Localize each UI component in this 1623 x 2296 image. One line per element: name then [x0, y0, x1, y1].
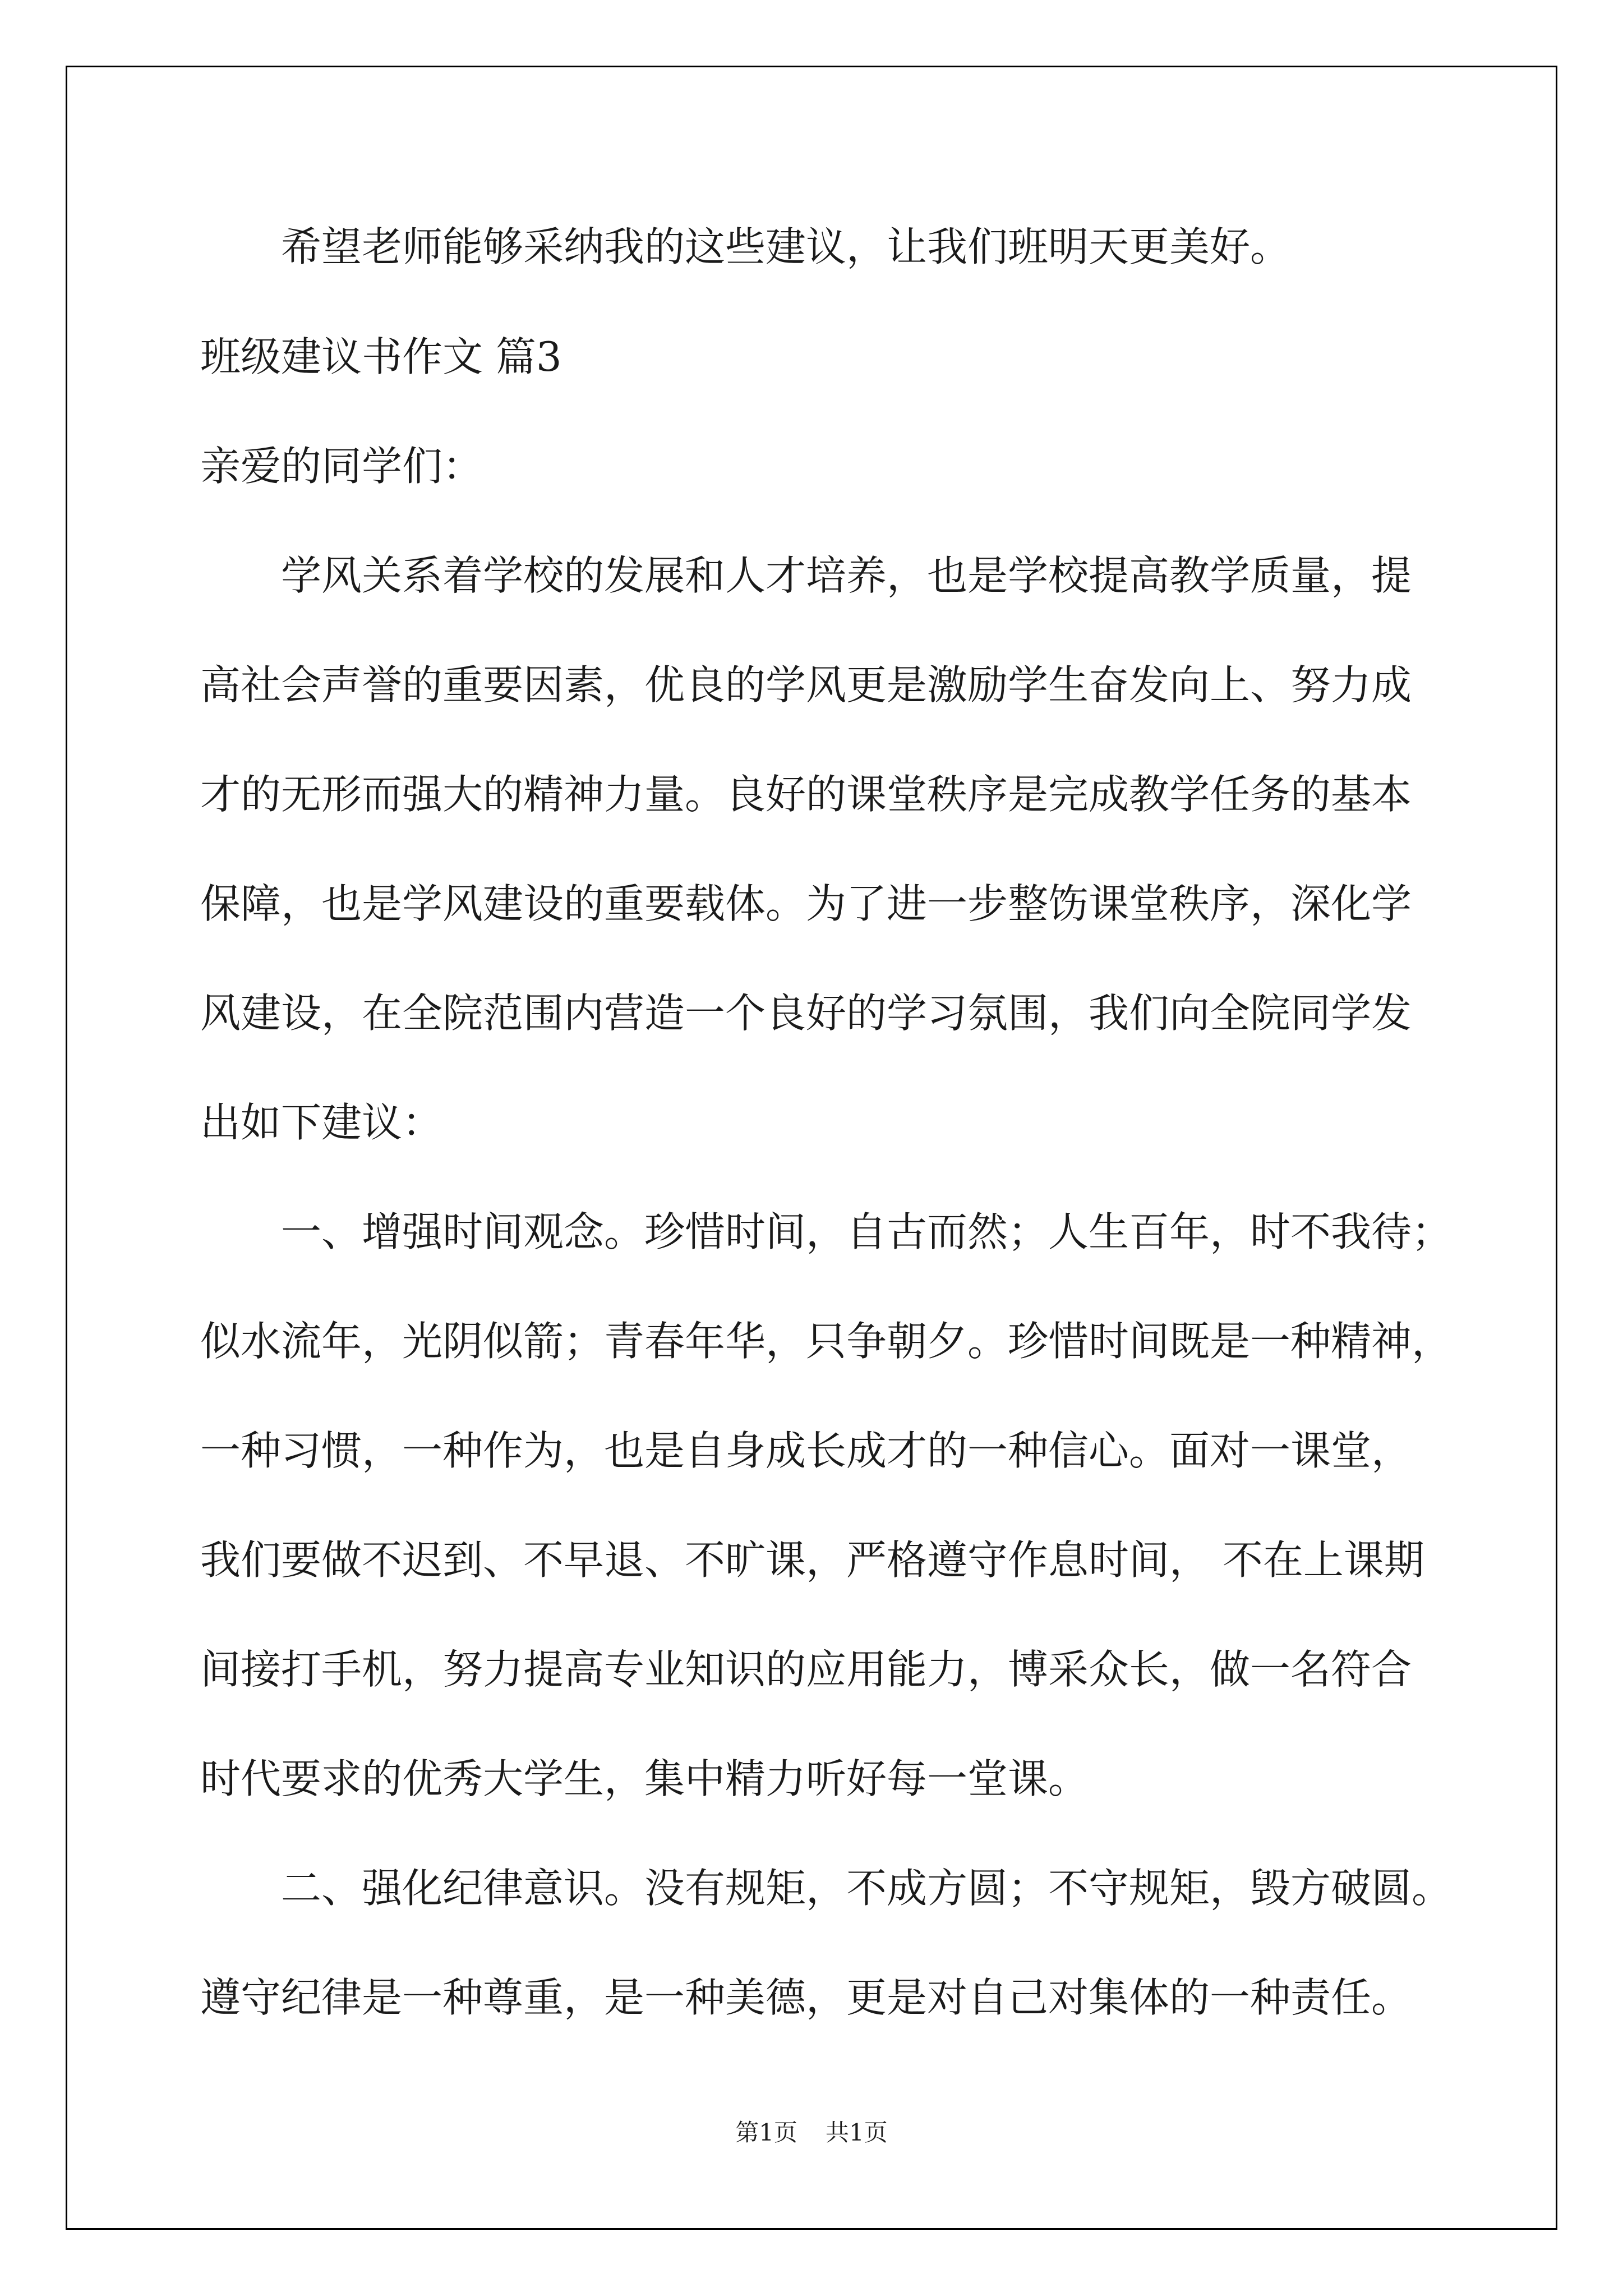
paragraph-line: 一、增强时间观念。珍惜时间，自古而然；人生百年，时不我待； — [281, 1208, 1453, 1255]
salutation: 亲爱的同学们： — [200, 443, 483, 490]
paragraph-line: 保障，也是学风建设的重要载体。为了进一步整饬课堂秩序，深化学 — [200, 880, 1412, 927]
paragraph-line: 出如下建议： — [200, 1099, 443, 1146]
paragraph-line: 一种习惯，一种作为，也是自身成长成才的一种信心。面对一课堂， — [200, 1427, 1412, 1474]
page-footer — [0, 2116, 1623, 2150]
page-number-current: 第1页 — [735, 2119, 797, 2146]
paragraph-line: 二、强化纪律意识。没有规矩，不成方圆；不守规矩，毁方破圆。 — [281, 1865, 1453, 1912]
paragraph-line: 学风关系着学校的发展和人才培养，也是学校提高教学质量，提 — [281, 552, 1412, 599]
page-number-total: 共1页 — [826, 2119, 888, 2146]
paragraph-line: 似水流年，光阴似箭；青春年华，只争朝夕。珍惜时间既是一种精神， — [200, 1318, 1453, 1365]
paragraph-line: 高社会声誉的重要因素，优良的学风更是激励学生奋发向上、努力成 — [200, 661, 1412, 708]
section-heading: 班级建议书作文 篇3 — [200, 333, 562, 380]
paragraph-line: 才的无形而强大的精神力量。良好的课堂秩序是完成教学任务的基本 — [200, 771, 1412, 818]
paragraph-line: 遵守纪律是一种尊重，是一种美德，更是对自己对集体的一种责任。 — [200, 1974, 1412, 2021]
paragraph-line: 间接打手机，努力提高专业知识的应用能力，博采众长，做一名符合 — [200, 1646, 1412, 1693]
paragraph-line: 我们要做不迟到、不早退、不旷课，严格遵守作息时间， 不在上课期 — [200, 1536, 1424, 1584]
paragraph-line: 时代要求的优秀大学生，集中精力听好每一堂课。 — [200, 1755, 1089, 1802]
paragraph-line: 风建设，在全院范围内营造一个良好的学习氛围，我们向全院同学发 — [200, 990, 1412, 1037]
closing-sentence: 希望老师能够采纳我的这些建议，让我们班明天更美好。 — [281, 223, 1291, 270]
